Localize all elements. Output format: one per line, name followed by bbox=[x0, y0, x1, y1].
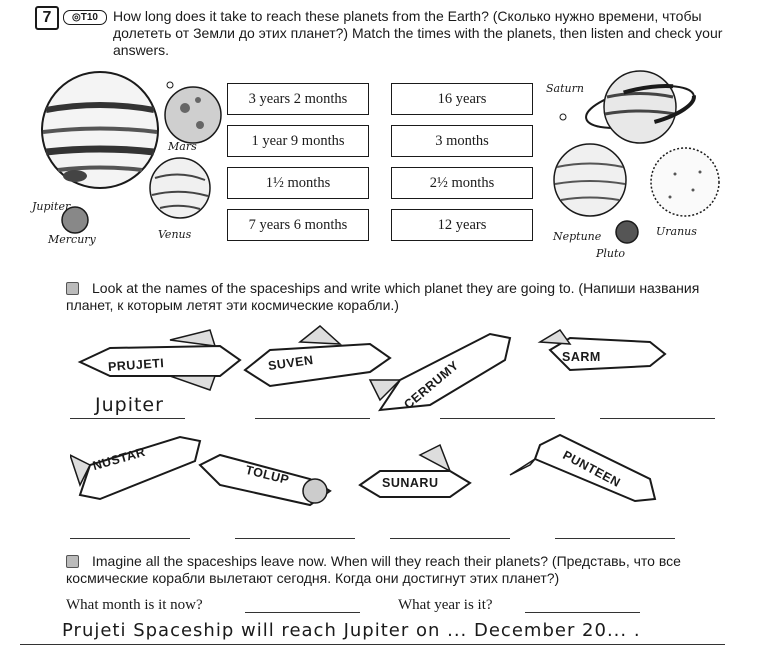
label-venus: Venus bbox=[158, 228, 192, 241]
answer-line[interactable] bbox=[70, 537, 190, 539]
answer-line[interactable] bbox=[390, 537, 510, 539]
label-neptune: Neptune bbox=[553, 230, 602, 243]
answer-line[interactable] bbox=[255, 417, 370, 419]
label-mars: Mars bbox=[168, 140, 197, 153]
venus-planet bbox=[150, 158, 210, 218]
jupiter-planet bbox=[42, 72, 158, 188]
spaceships-row-2 bbox=[70, 425, 670, 525]
spaceship-sarm bbox=[540, 330, 665, 370]
label-saturn: Saturn bbox=[546, 82, 584, 95]
answer-line[interactable] bbox=[440, 417, 555, 419]
label-mercury: Mercury bbox=[48, 233, 96, 246]
time-box: 1½ months bbox=[227, 167, 369, 199]
pluto-planet bbox=[616, 221, 638, 243]
saturn-planet bbox=[582, 71, 697, 143]
time-box: 12 years bbox=[391, 209, 533, 241]
ship-label: PUNTEEN bbox=[560, 447, 623, 491]
task2-instruction: Look at the names of the spaceships and write which planet they are going to. (Напиши названия планет, к которым летят эти космические корабли.) bbox=[66, 280, 700, 313]
ship-label: TOLUP bbox=[243, 462, 291, 488]
time-box: 16 years bbox=[391, 83, 533, 115]
exercise-instruction bbox=[113, 8, 723, 59]
answer-line[interactable] bbox=[235, 537, 355, 539]
ship-label: SARM bbox=[562, 350, 601, 364]
planets-left-illustration bbox=[30, 70, 230, 250]
question-year: What year is it? bbox=[398, 597, 493, 613]
year-answer-line[interactable] bbox=[525, 611, 640, 613]
label-jupiter: Jupiter bbox=[32, 200, 71, 213]
answer-line[interactable] bbox=[555, 537, 675, 539]
answer-jupiter: Jupiter bbox=[95, 394, 164, 416]
ship-label: SUVEN bbox=[267, 352, 315, 374]
label-uranus: Uranus bbox=[656, 225, 697, 238]
ship-label: CERRUMY bbox=[401, 358, 462, 412]
ship-label: NUSTAR bbox=[91, 444, 148, 474]
label-pluto: Pluto bbox=[596, 247, 626, 260]
time-box: 7 years 6 months bbox=[227, 209, 369, 241]
audio-track-badge bbox=[63, 10, 107, 25]
instruction-text: How long does it take to reach these planets from the Earth? (Сколько нужно времени, чтобы долететь от Земли до этих планет?) Match the times with the planets, then listen and check your answers. bbox=[113, 8, 723, 58]
time-box: 3 years 2 months bbox=[227, 83, 369, 115]
spaceship-suven bbox=[245, 326, 390, 386]
cd-icon: ◎ bbox=[72, 12, 81, 23]
answer-line[interactable] bbox=[600, 417, 715, 419]
neptune-planet bbox=[554, 144, 626, 216]
ship-label: PRUJETI bbox=[107, 356, 165, 374]
task3-instruction: Imagine all the spaceships leave now. When will they reach their planets? (Представь, что все космические корабли вылетают сегодня. Когда они достигнут этих планет?) bbox=[66, 553, 681, 586]
uranus-planet bbox=[651, 148, 719, 216]
month-answer-line[interactable] bbox=[245, 611, 360, 613]
time-box: 2½ months bbox=[391, 167, 533, 199]
example-sentence: Prujeti Spaceship will reach Jupiter on ... December 20... . bbox=[62, 620, 641, 641]
exercise-number: 7 bbox=[35, 6, 59, 30]
ship-label: SUNARU bbox=[382, 476, 439, 490]
question-month: What month is it now? bbox=[66, 597, 203, 613]
time-box: 1 year 9 months bbox=[227, 125, 369, 157]
track-label: T10 bbox=[80, 12, 98, 23]
time-box: 3 months bbox=[391, 125, 533, 157]
example-line bbox=[20, 643, 725, 645]
mars-planet bbox=[165, 87, 221, 143]
answer-line[interactable] bbox=[70, 417, 185, 419]
